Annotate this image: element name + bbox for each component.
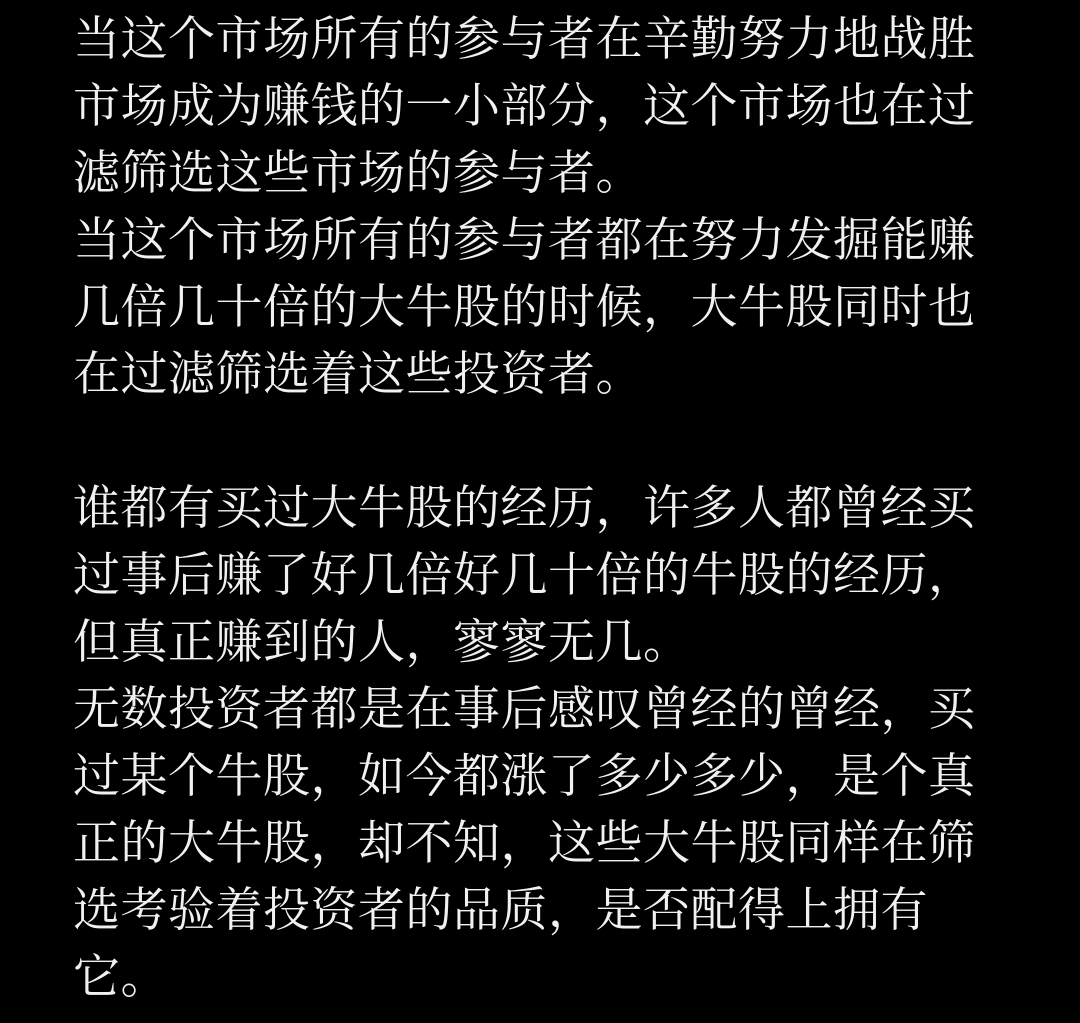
paragraph — [73, 5, 1020, 206]
text-line: 当这个市场所有的参与者都在努力发掘能赚 — [73, 213, 976, 266]
paragraph — [73, 474, 1020, 675]
paragraph — [73, 206, 1020, 407]
text-line: 但真正赚到的人，寥寥无几。 — [73, 615, 691, 668]
text-line: 市场成为赚钱的一小部分，这个市场也在过 — [73, 79, 976, 132]
text-line: 无数投资者都是在事后感叹曾经的曾经，买 — [73, 682, 976, 735]
text-line: 当这个市场所有的参与者在辛勤努力地战胜 — [73, 12, 976, 65]
text-line: 选考验着投资者的品质，是否配得上拥有 — [73, 883, 928, 936]
paragraph — [73, 675, 1020, 1010]
text-line: 正的大牛股，却不知，这些大牛股同样在筛 — [73, 816, 976, 869]
text-line: 谁都有买过大牛股的经历，许多人都曾经买 — [73, 481, 976, 534]
text-line: 几倍几十倍的大牛股的时候，大牛股同时也 — [73, 280, 976, 333]
text-line: 它。 — [73, 950, 168, 1003]
text-line: 过事后赚了好几倍好几十倍的牛股的经历， — [73, 548, 976, 601]
text-line: 过某个牛股，如今都涨了多少多少，是个真 — [73, 749, 976, 802]
text-line: 滤筛选这些市场的参与者。 — [73, 146, 643, 199]
text-line: 在过滤筛选着这些投资者。 — [73, 347, 643, 400]
